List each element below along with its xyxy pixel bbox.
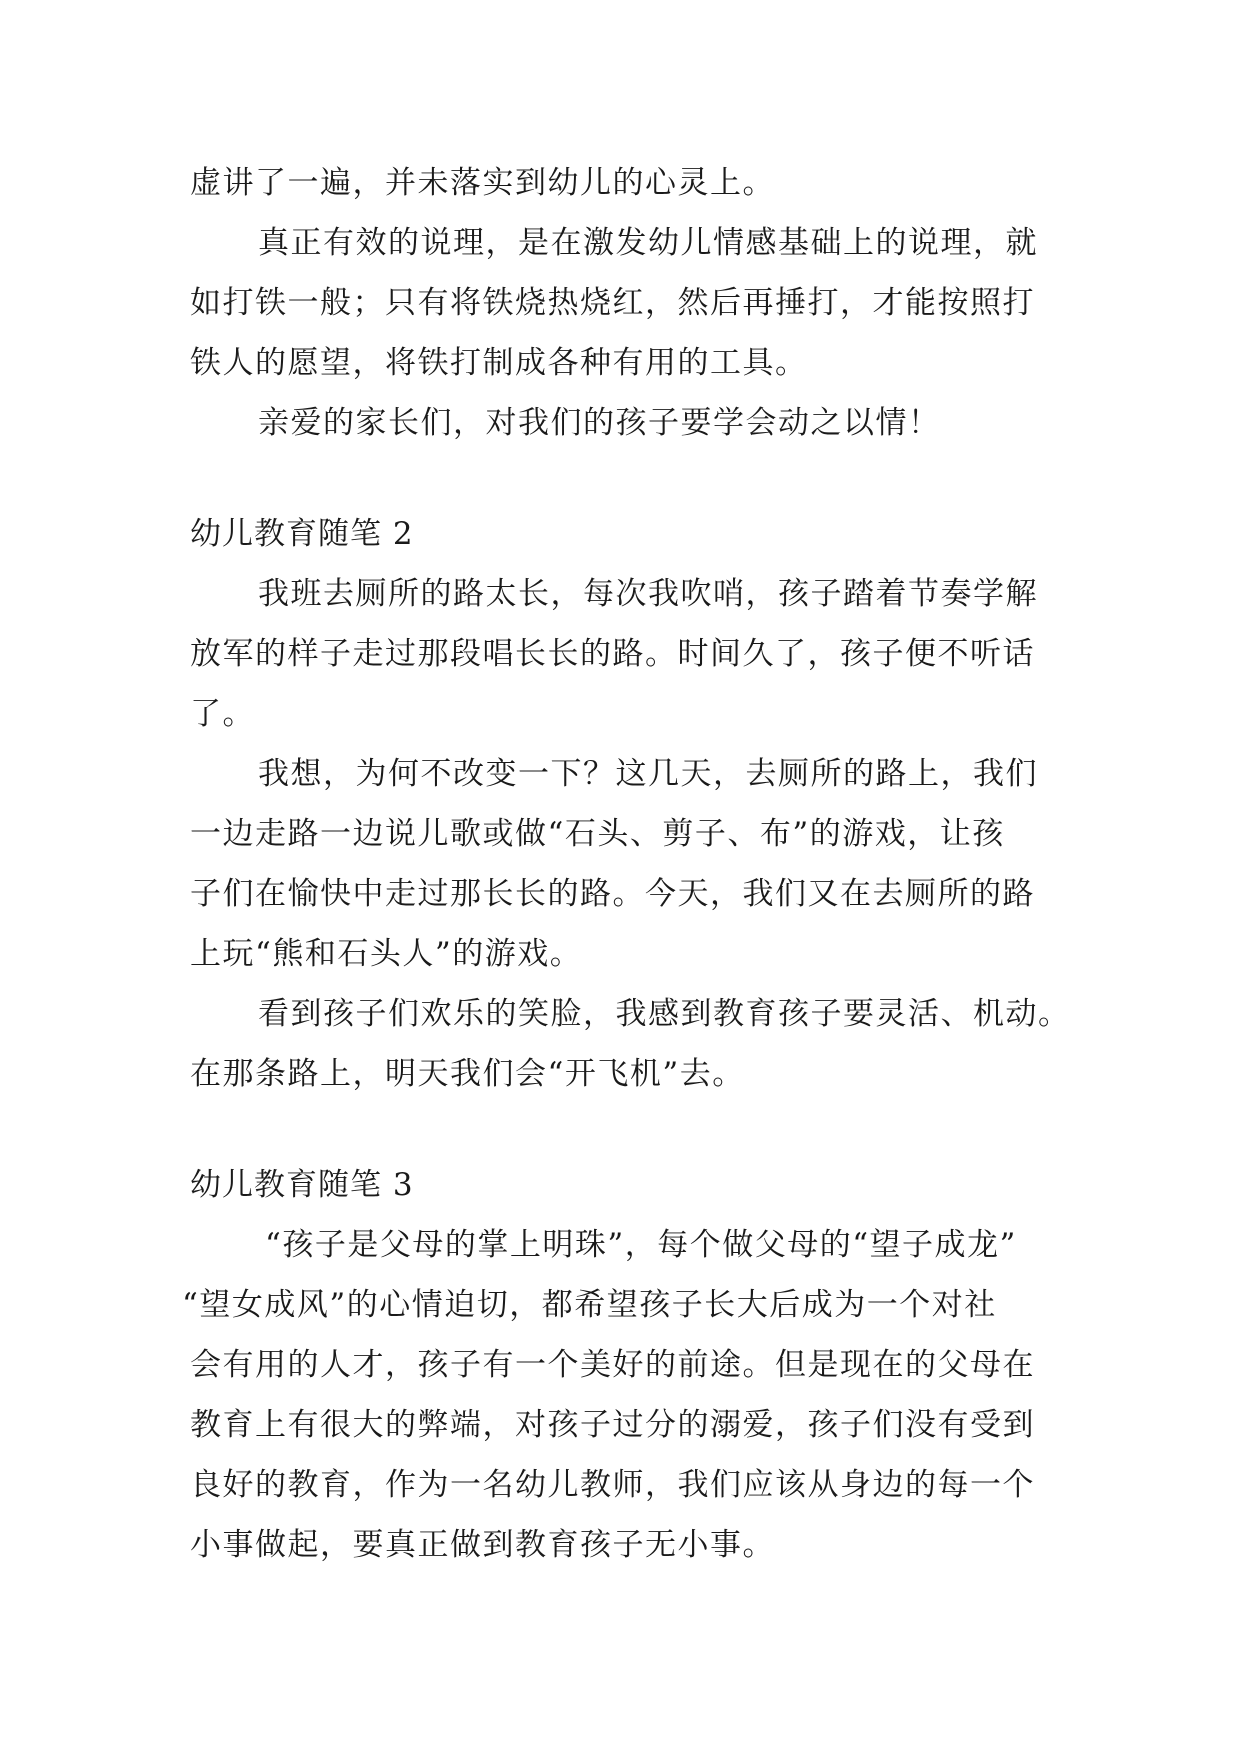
paragraph-line: 如打铁一般；只有将铁烧热烧红，然后再捶打，才能按照打 (190, 285, 1035, 321)
paragraph-line: “望女成风”的心情迫切，都希望孩子长大后成为一个对社 (182, 1287, 997, 1323)
paragraph-line: “孩子是父母的掌上明珠”，每个做父母的“望子成龙” (265, 1227, 1017, 1263)
paragraph-line: 良好的教育，作为一名幼儿教师，我们应该从身边的每一个 (190, 1467, 1035, 1503)
paragraph-line: 上玩“熊和石头人”的游戏。 (190, 936, 583, 972)
paragraph-line: 教育上有很大的弊端，对孩子过分的溺爱，孩子们没有受到 (190, 1407, 1035, 1443)
paragraph-line: 铁人的愿望，将铁打制成各种有用的工具。 (190, 345, 808, 381)
paragraph-line: 一边走路一边说儿歌或做“石头、剪子、布”的游戏，让孩 (190, 816, 1005, 852)
paragraph-line: 在那条路上，明天我们会“开飞机”去。 (190, 1056, 745, 1092)
paragraph-line: 亲爱的家长们，对我们的孩子要学会动之以情！ (258, 405, 941, 441)
paragraph-line: 看到孩子们欢乐的笑脸，我感到教育孩子要灵活、机动。 (258, 996, 1071, 1032)
section-heading: 幼儿教育随笔 2 (190, 516, 414, 552)
paragraph-line: 了。 (190, 696, 255, 732)
paragraph-line: 虚讲了一遍，并未落实到幼儿的心灵上。 (190, 165, 775, 201)
paragraph-line: 真正有效的说理，是在激发幼儿情感基础上的说理，就 (258, 225, 1038, 261)
paragraph-line: 我班去厕所的路太长，每次我吹哨，孩子踏着节奏学解 (258, 576, 1038, 612)
paragraph-line: 我想，为何不改变一下？这几天，去厕所的路上，我们 (258, 756, 1038, 792)
paragraph-line: 放军的样子走过那段唱长长的路。时间久了，孩子便不听话 (190, 636, 1035, 672)
paragraph-line: 子们在愉快中走过那长长的路。今天，我们又在去厕所的路 (190, 876, 1035, 912)
paragraph-line: 会有用的人才，孩子有一个美好的前途。但是现在的父母在 (190, 1347, 1035, 1383)
paragraph-line: 小事做起，要真正做到教育孩子无小事。 (190, 1527, 775, 1563)
section-heading: 幼儿教育随笔 3 (190, 1167, 414, 1203)
